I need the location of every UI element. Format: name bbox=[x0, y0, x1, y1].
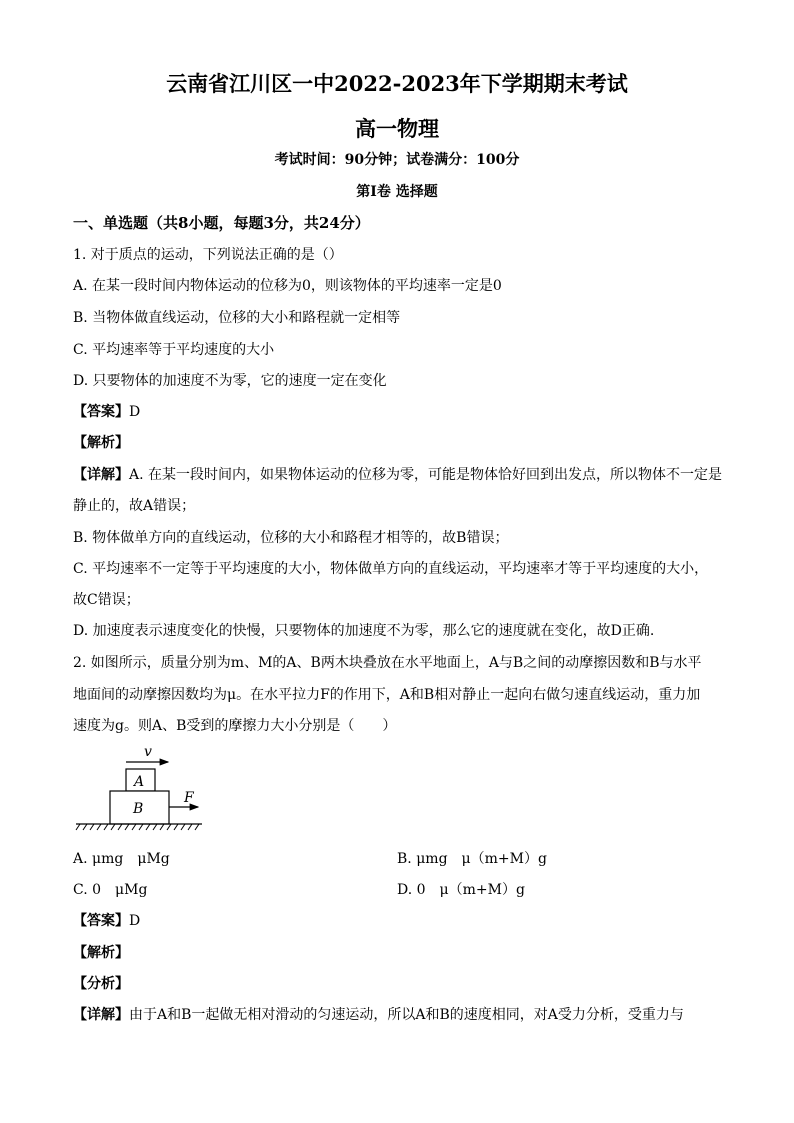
q2-option-b: B. μmg μ（m+M）g bbox=[397, 851, 547, 867]
blocks-figure bbox=[74, 740, 206, 832]
q2-detail-line-1 bbox=[73, 1004, 684, 1024]
q2-analysis-tag: 【解析】 bbox=[73, 945, 129, 961]
q2-stem-line-2: 地面间的动摩擦因数均为μ。在水平拉力F的作用下，A和B相对静止一起向右做匀速直线运动，重力加 bbox=[73, 687, 701, 703]
block-a-label: A bbox=[134, 774, 145, 790]
detail-tag: 【详解】 bbox=[73, 1007, 129, 1023]
q2-answer bbox=[73, 910, 140, 930]
volume-title: 第Ⅰ卷 选择题 bbox=[356, 184, 438, 200]
q1-stem: 1. 对于质点的运动，下列说法正确的是（） bbox=[73, 247, 343, 263]
q1-option-a: A. 在某一段时间内物体运动的位移为0，则该物体的平均速率一定是0 bbox=[73, 278, 502, 294]
detail-text: A. 在某一段时间内，如果物体运动的位移为零，可能是物体恰好回到出发点，所以物体不一定是 bbox=[129, 467, 723, 483]
q1-detail-line-3: B. 物体做单方向的直线运动，位移的大小和路程才相等的，故B错误； bbox=[73, 530, 509, 546]
q2-fenxi-tag: 【分析】 bbox=[73, 976, 129, 992]
q1-detail-line-1 bbox=[73, 464, 722, 484]
answer-tag: 【答案】 bbox=[73, 913, 129, 929]
q2-option-c: C. 0 μMg bbox=[73, 882, 148, 898]
q1-option-c: C. 平均速率等于平均速度的大小 bbox=[73, 342, 275, 358]
q1-answer bbox=[73, 401, 140, 421]
block-b-label: B bbox=[133, 801, 144, 817]
q1-detail-line-4: C. 平均速率不一定等于平均速度的大小，物体做单方向的直线运动，平均速率才等于平均速度的大小， bbox=[73, 561, 709, 577]
q2-option-a: A. μmg μMg bbox=[73, 851, 170, 867]
q1-detail-line-5: 故C错误； bbox=[73, 592, 140, 608]
q1-option-b: B. 当物体做直线运动，位移的大小和路程就一定相等 bbox=[73, 310, 401, 326]
detail-text: 由于A和B一起做无相对滑动的匀速运动，所以A和B的速度相同，对A受力分析，受重力与 bbox=[129, 1007, 684, 1023]
q2-option-d: D. 0 μ（m+M）g bbox=[397, 882, 525, 898]
q1-option-d: D. 只要物体的加速度不为零，它的速度一定在变化 bbox=[73, 373, 387, 389]
answer-value: D bbox=[129, 404, 141, 420]
q1-detail-line-2: 静止的，故A错误； bbox=[73, 498, 196, 514]
force-label: F bbox=[184, 790, 194, 806]
exam-info: 考试时间：90分钟；试卷满分：100分 bbox=[274, 152, 520, 168]
exam-title: 云南省江川区一中2022-2023年下学期期末考试 bbox=[166, 71, 628, 96]
subject-title: 高一物理 bbox=[355, 116, 439, 141]
detail-tag: 【详解】 bbox=[73, 467, 129, 483]
q1-analysis-tag: 【解析】 bbox=[73, 435, 129, 451]
q2-stem-line-3: 速度为g。则A、B受到的摩擦力大小分别是（ ） bbox=[73, 718, 397, 734]
q2-stem-line-1: 2. 如图所示，质量分别为m、M的A、B两木块叠放在水平地面上，A与B之间的动摩擦因数和B与水平 bbox=[73, 655, 702, 671]
ground-hatching bbox=[76, 824, 199, 830]
q1-detail-line-6: D. 加速度表示速度变化的快慢，只要物体的加速度不为零，那么它的速度就在变化，故D正确. bbox=[73, 623, 655, 639]
section-heading: 一、单选题（共8小题，每题3分，共24分） bbox=[73, 214, 370, 232]
velocity-label: v bbox=[144, 744, 152, 760]
answer-value: D bbox=[129, 913, 141, 929]
answer-tag: 【答案】 bbox=[73, 404, 129, 420]
